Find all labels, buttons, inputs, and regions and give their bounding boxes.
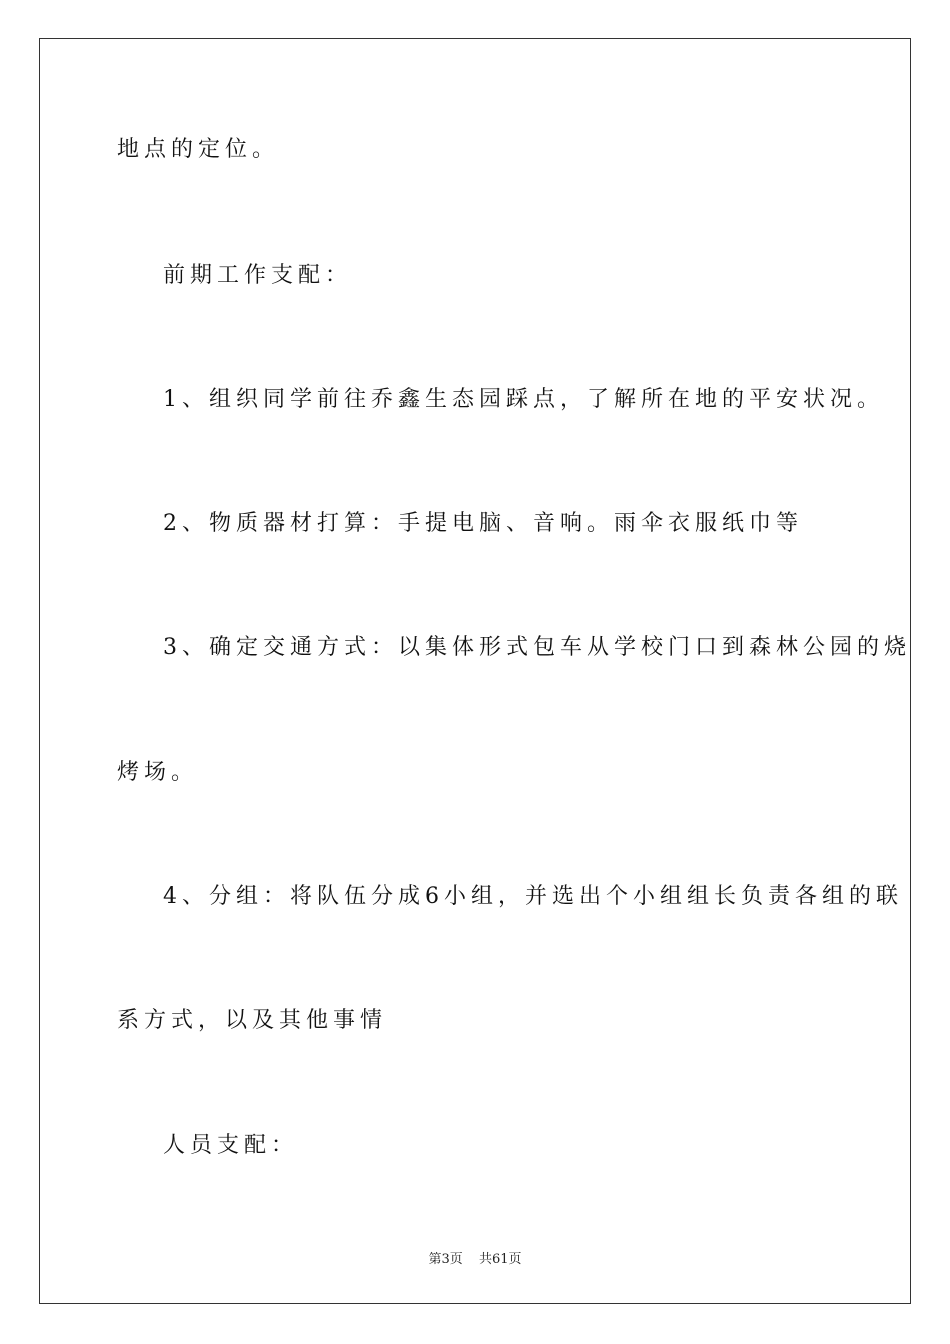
page-number: 第3页 xyxy=(428,1252,463,1267)
section-heading-staffing: 人员支配： xyxy=(163,1133,299,1158)
list-item-3-continued: 烤场。 xyxy=(117,760,199,785)
page-frame xyxy=(39,38,911,1304)
total-pages: 共61页 xyxy=(478,1252,522,1267)
page-footer xyxy=(0,1248,950,1267)
text-line-1: 地点的定位。 xyxy=(117,137,280,162)
list-item-4-continued: 系方式，以及其他事情 xyxy=(117,1008,388,1033)
list-item-2: 2、物质器材打算：手提电脑、音响。雨伞衣服纸巾等 xyxy=(163,511,803,536)
list-item-3: 3、确定交通方式：以集体形式包车从学校门口到森林公园的烧 xyxy=(163,635,911,660)
section-heading-preparation: 前期工作支配： xyxy=(163,263,353,288)
list-item-1: 1、组织同学前往乔鑫生态园踩点，了解所在地的平安状况。 xyxy=(163,387,884,412)
list-item-4: 4、分组：将队伍分成6小组，并选出个小组组长负责各组的联 xyxy=(163,884,903,909)
